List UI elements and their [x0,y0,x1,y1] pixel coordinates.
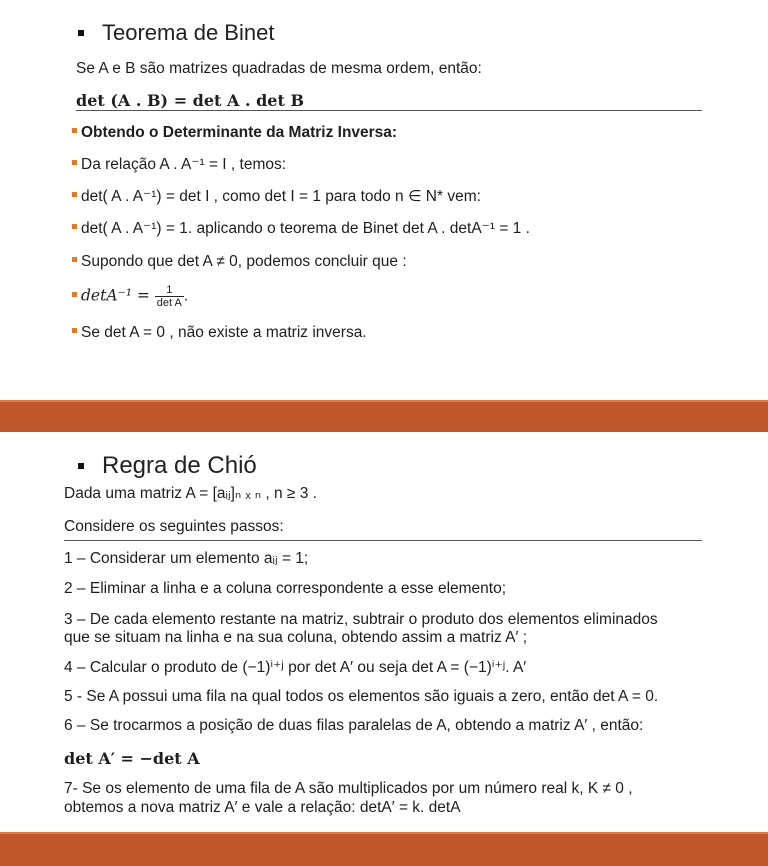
bullet-icon [72,257,77,262]
bullet-5: Supondo que det A ≠ 0, podemos concluir que : [72,253,407,271]
footer-band [0,832,768,866]
steps-intro: Considere os seguintes passos: [64,518,284,535]
bullet-icon [72,328,77,333]
slide-chio [0,432,768,832]
bullet-icon [72,192,77,197]
square-bullet-icon [78,463,84,469]
bullet-2: Da relação A . A⁻¹ = I , temos: [72,155,286,174]
bullet-icon [72,160,77,165]
bullet-icon [72,224,77,229]
step-5: 5 - Se A possui uma fila na qual todos os elementos são iguais a zero, então det A = 0. [64,688,659,705]
bullet-1: Obtendo o Determinante da Matriz Inversa: [72,124,397,142]
bullet-icon [72,292,77,297]
inverse-fraction: $\frac{1}{\text{det A}}$ [156,284,182,309]
step-7a: 7- Se os elemento de uma fila de A são multiplicados por um número real k, K ≠ 0 , [64,780,633,797]
step-6-formula: det A′ = −det A [64,749,200,768]
square-bullet-icon [78,30,84,36]
step-1: 1 – Considerar um elemento aᵢⱼ = 1; [64,550,309,567]
step-3b: que se situam na linha e na sua coluna, obtendo assim a matriz A′ ; [64,629,528,646]
bullet-3: det( A . A⁻¹) = det I , como det I = 1 para todo n ∈ N* vem: [72,187,481,206]
intro-text: Se A e B são matrizes quadradas de mesma ordem, então: [76,60,482,77]
bullet-icon [72,128,77,133]
bullet-4: det( A . A⁻¹) = 1. aplicando o teorema de Binet det A . detA⁻¹ = 1 . [72,219,530,238]
divider [64,540,702,541]
step-6: 6 – Se trocarmos a posição de duas filas paralelas de A, obtendo a matriz A′ , então: [64,717,644,734]
slide-title: Regra de Chió [78,452,257,480]
slide-binet [0,0,768,400]
slide-title: Teorema de Binet [78,20,274,46]
step-4: 4 – Calcular o produto de (−1)ⁱ⁺ʲ por det A′ ou seja det A = (−1)ⁱ⁺ʲ. A′ [64,659,527,676]
step-7b: obtemos a nova matriz A′ e vale a relação: detA′ = k. detA [64,799,461,816]
bullet-6: detA⁻¹ = $\frac{1}{\text{det A}}$ . [72,284,188,309]
bullet-7: Se det A = 0 , não existe a matriz inversa. [72,324,367,342]
step-2: 2 – Eliminar a linha e a coluna correspondente a esse elemento; [64,580,507,597]
matrix-definition: Dada uma matriz A = [aᵢⱼ]ₙ ₓ ₙ , n ≥ 3 . [64,485,317,502]
divider [76,110,702,111]
binet-formula: det (A . B) = det A . det B [76,91,304,110]
step-3a: 3 – De cada elemento restante na matriz, subtrair o produto dos elementos eliminados [64,611,658,628]
separator-band [0,400,768,432]
